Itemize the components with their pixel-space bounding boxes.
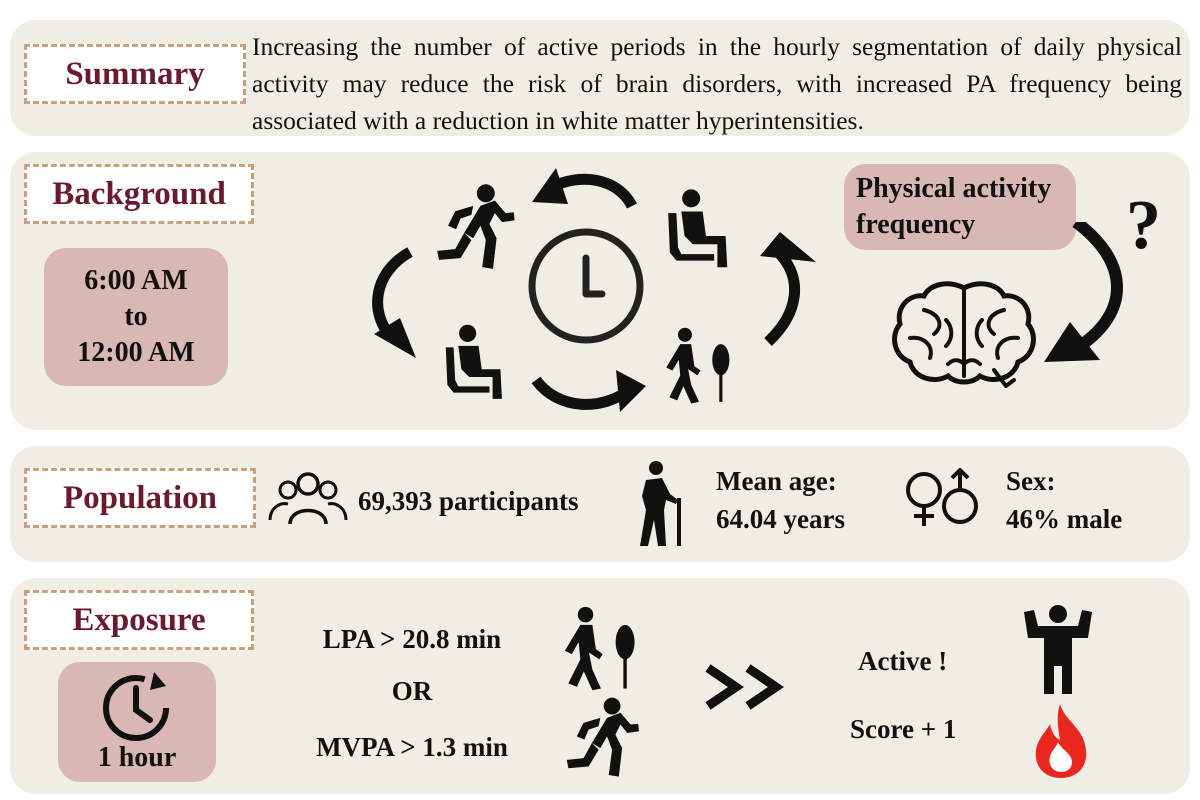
curved-arrow-to-brain-icon (1040, 222, 1140, 372)
mean-age-value: 64.04 years (716, 504, 845, 534)
time-end: 12:00 AM (77, 337, 195, 368)
population-label: Population (24, 468, 256, 528)
mean-age-label: Mean age: (716, 466, 837, 496)
group-people-icon (266, 470, 350, 528)
lpa-threshold: LPA > 20.8 min (322, 624, 502, 654)
walker-with-tree-icon-exposure (558, 606, 644, 692)
seated-person-icon-bottom-left (446, 325, 502, 399)
elderly-person-icon (636, 460, 688, 548)
sex-value: 46% male (1006, 504, 1123, 534)
pa-frequency-line1: Physical activity (856, 173, 1052, 204)
strong-person-icon (1020, 604, 1096, 696)
time-window-box (44, 248, 228, 386)
cycle-arrow-icons (374, 168, 816, 412)
fire-icon (1030, 702, 1092, 780)
background-label: Background (24, 164, 254, 224)
activity-cycle-diagram (340, 162, 840, 424)
time-start: 6:00 AM (84, 265, 188, 296)
sex-label: Sex: (1006, 466, 1056, 496)
summary-text: Increasing the number of active periods in the hourly segmentation of daily physical activity may reduce the risk of brain disorders, with increased PA frequency being associated with a reduction in white matter hyperintensities. (252, 32, 1182, 135)
or-text: OR (391, 676, 433, 706)
seated-person-icon-top-right (668, 189, 727, 267)
question-mark: ? (1126, 187, 1161, 264)
pa-frequency-line2: frequency (856, 209, 976, 240)
duration-box (58, 662, 216, 782)
runner-icon-exposure (560, 696, 644, 780)
participants-count: 69,393 participants (358, 486, 579, 516)
time-to: to (124, 301, 148, 332)
gender-symbols-icon (902, 468, 988, 528)
score-text: Score + 1 (850, 714, 957, 744)
runner-icon-top-left (437, 184, 514, 269)
summary-panel (10, 20, 1190, 136)
clock-icon (532, 232, 640, 340)
clock-with-arrow-icon (94, 668, 178, 748)
active-text: Active ! (858, 646, 948, 676)
exposure-label: Exposure (24, 590, 254, 650)
summary-label: Summary (24, 44, 246, 104)
duration-text: 1 hour (97, 742, 177, 773)
double-chevron-right-icon (700, 662, 790, 712)
background-panel (10, 152, 1190, 430)
exposure-panel (10, 578, 1190, 794)
population-panel (10, 446, 1190, 562)
brain-icon (890, 280, 1038, 388)
walker-with-tree-icon (666, 328, 729, 404)
mvpa-threshold: MVPA > 1.3 min (316, 732, 508, 762)
